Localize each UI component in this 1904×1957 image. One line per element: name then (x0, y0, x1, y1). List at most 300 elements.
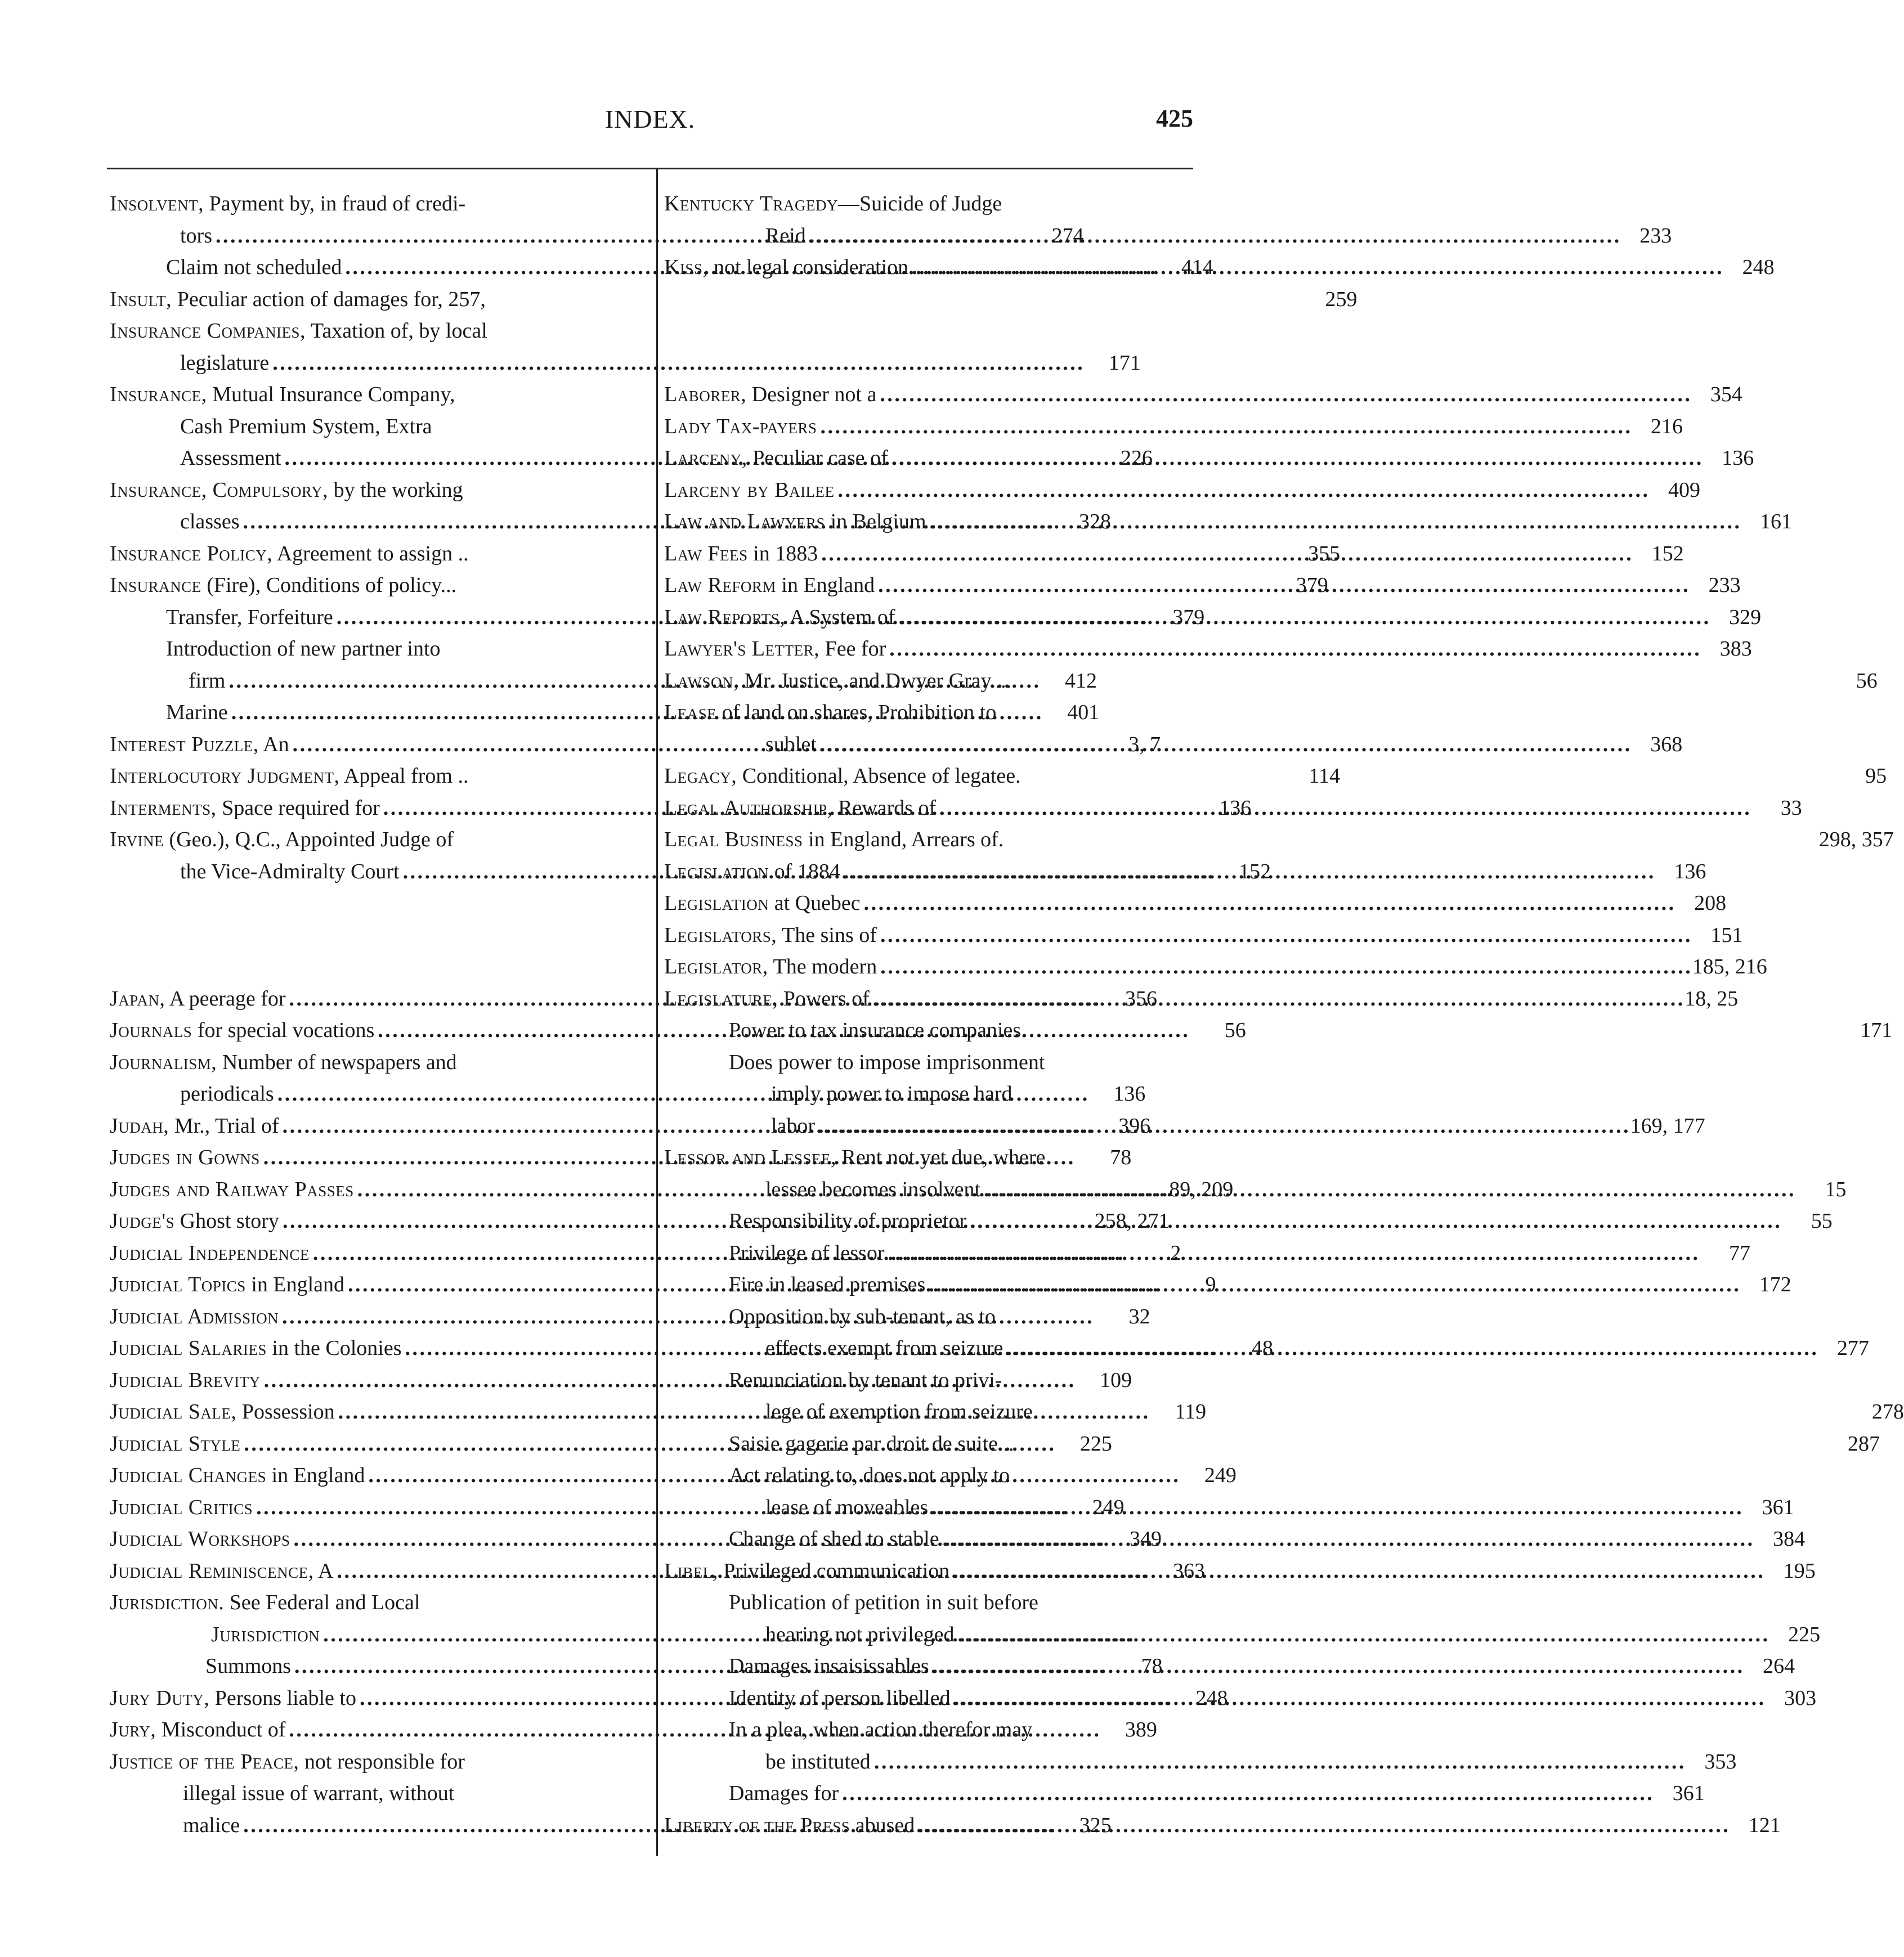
entry-description: in England, Arrears of. (803, 828, 1004, 851)
entry-text (110, 764, 468, 788)
page-reference: 328 (1079, 510, 1112, 533)
entry-text (110, 191, 465, 216)
entry-description: A peerage for (165, 986, 286, 1011)
entry-text (110, 318, 487, 343)
index-entry (110, 318, 616, 351)
page-reference: 355 (1308, 541, 1341, 565)
index-entry (110, 1781, 616, 1813)
entry-description: Damages for (729, 1781, 839, 1805)
entry-text (729, 1304, 996, 1329)
entry-description: the Vice-Admiralty Court (180, 859, 400, 883)
entry-heading: Judicial Workshops (110, 1527, 290, 1551)
page-reference: 277 (1836, 1336, 1869, 1360)
entry-description: Assessment (180, 446, 281, 470)
blank-line (110, 923, 616, 955)
dot-leader (838, 478, 1647, 502)
entry-description: Damages insaisissables (729, 1654, 929, 1678)
page-reference: 195 (1783, 1559, 1816, 1583)
entry-text (211, 1622, 320, 1647)
entry-description: A System of (785, 605, 895, 629)
page-reference: 361 (1672, 1781, 1705, 1805)
entry-description: by the working (328, 478, 463, 502)
entry-description: Possession (236, 1400, 335, 1424)
dot-leader (912, 255, 1721, 280)
entry-text (110, 382, 455, 407)
entry-text (765, 1399, 1038, 1424)
entry-heading: Journals (110, 1018, 192, 1042)
entry-text (664, 191, 1002, 216)
entry-heading: Legislation (664, 859, 769, 883)
page-reference: 136 (1113, 1082, 1146, 1106)
entry-description: legislature (180, 351, 270, 375)
entry-heading: Judicial Style (110, 1431, 241, 1456)
page-reference: 384 (1773, 1527, 1806, 1551)
page-reference: 109 (1100, 1368, 1132, 1392)
entry-text (110, 1399, 335, 1424)
entry-description: Responsibility of proprietor (729, 1209, 967, 1233)
entry-text (110, 541, 469, 566)
dot-leader (880, 923, 1689, 948)
entry-text (180, 446, 281, 470)
index-entry (110, 1050, 616, 1082)
index-entry (664, 891, 1727, 923)
page-reference: 264 (1763, 1654, 1795, 1678)
entry-heading: Larceny by Bailee (664, 478, 835, 502)
dot-leader (931, 1495, 1740, 1520)
page-reference: 226 (1120, 446, 1153, 470)
blank-line (110, 891, 616, 923)
entry-heading: Legacy, (664, 764, 737, 788)
index-entry (110, 191, 616, 223)
entry-description: in England (266, 1464, 365, 1487)
entry-text (110, 287, 486, 312)
entry-description: lege of exemption from seizure. (765, 1400, 1038, 1424)
entry-heading: Judah, (110, 1114, 169, 1138)
page-reference: 152 (1651, 541, 1684, 565)
entry-text (729, 1781, 839, 1806)
page-reference: 298, 357 (1818, 828, 1894, 851)
entry-text (729, 1590, 1038, 1615)
blank-line (664, 351, 1199, 383)
index-entry (664, 1241, 1751, 1273)
entry-heading: Insurance, Compulsory, (110, 478, 329, 502)
entry-text (664, 446, 888, 470)
page-reference: 258, 271 (1094, 1209, 1170, 1233)
entry-description: Transfer, Forfeiture (166, 605, 333, 629)
dot-leader (953, 1559, 1762, 1583)
page-reference: 216 (1650, 414, 1683, 438)
entry-heading: Judicial Admission (110, 1304, 279, 1328)
entry-text (664, 954, 877, 979)
index-entry (664, 414, 1683, 446)
entry-heading: Judges in Gowns (110, 1146, 260, 1169)
index-entry (110, 351, 1141, 383)
entry-description: Rent not yet due, where (836, 1146, 1046, 1169)
entry-description: Space required for (216, 796, 380, 820)
entry-description: of land on shares, Prohibition to (716, 701, 997, 724)
dot-leader (958, 1622, 1767, 1647)
entry-text (110, 1463, 365, 1488)
entry-text (664, 1813, 915, 1838)
entry-heading: Legislature, (664, 986, 778, 1011)
entry-text (729, 1463, 1010, 1488)
blank-line (664, 318, 1199, 351)
entry-text (110, 1336, 402, 1361)
entry-heading: Law and Lawyers (664, 510, 826, 533)
entry-heading: Liberty of the Press (664, 1813, 850, 1837)
dot-leader (820, 732, 1629, 757)
page-reference: 56 (1224, 1018, 1246, 1042)
entry-text (180, 859, 400, 884)
entry-description: Peculiar case of (747, 446, 888, 470)
entry-heading: Jurisdiction. (110, 1591, 225, 1614)
entry-text (110, 1304, 279, 1329)
entry-description: imply power to impose hard (771, 1082, 1013, 1106)
entry-heading: Judicial Brevity (110, 1368, 261, 1392)
entry-heading: Law Reform (664, 573, 776, 597)
page-reference: 48 (1252, 1336, 1274, 1360)
page-reference: 136 (1674, 859, 1706, 883)
page-reference: 248 (1742, 255, 1775, 279)
entry-text (110, 827, 454, 852)
entry-description: An (258, 732, 289, 756)
index-entry (664, 1114, 1705, 1146)
index-entry (664, 1431, 1880, 1464)
entry-text (765, 1749, 871, 1774)
page-reference: 225 (1788, 1622, 1821, 1646)
entry-text (205, 1654, 291, 1678)
index-entry (664, 1717, 1199, 1749)
index-entry (664, 732, 1683, 764)
entry-heading: Jurisdiction (211, 1622, 320, 1646)
entry-heading: Lawson, (664, 668, 740, 693)
blank-line (664, 287, 1199, 319)
entry-text (729, 1527, 939, 1551)
page-reference: 412 (1064, 668, 1097, 693)
entry-description: Act relating to, does not apply to (729, 1464, 1010, 1487)
entry-description: See Federal and Local (224, 1591, 420, 1614)
entry-text (183, 1813, 240, 1838)
index-entry (110, 287, 1358, 319)
entry-text (166, 605, 333, 630)
page-reference: 172 (1759, 1273, 1791, 1296)
dot-leader (873, 986, 1682, 1011)
entry-text (180, 351, 269, 375)
entry-description: of 1884 (769, 859, 840, 883)
dot-leader (954, 1686, 1763, 1711)
entry-text (664, 923, 877, 948)
entry-heading: Judicial Critics (110, 1495, 253, 1519)
page-header (107, 104, 1193, 149)
dot-leader (939, 796, 1748, 820)
page-reference: 249 (1204, 1464, 1237, 1487)
entry-text (110, 1050, 457, 1075)
entry-heading: Judicial Independence (110, 1241, 310, 1265)
entry-heading: Interlocutory Judgment, (110, 764, 340, 788)
entry-description: classes (180, 510, 240, 533)
page-reference: 379 (1296, 573, 1328, 597)
entry-text (664, 478, 835, 502)
entry-heading: Laborer, (664, 383, 747, 406)
entry-heading: Libel, (664, 1559, 718, 1583)
entry-text (765, 1336, 1003, 1361)
entry-text (110, 1241, 310, 1265)
page-reference: 169, 177 (1630, 1114, 1705, 1138)
page-reference: 18, 25 (1685, 986, 1739, 1011)
page-reference: 3, 7 (1128, 732, 1161, 756)
index-entry (664, 636, 1752, 668)
page-reference: 55 (1811, 1209, 1833, 1233)
entry-heading: Judges and Railway Passes (110, 1177, 354, 1201)
entry-text (664, 255, 908, 280)
page-reference: 363 (1172, 1559, 1205, 1583)
entry-description: Change of shed to stable (729, 1527, 939, 1551)
entry-text (664, 700, 996, 725)
index-entry (664, 1209, 1833, 1241)
page-reference: 278 (1871, 1400, 1904, 1424)
entry-description: lessee becomes insolvent (765, 1177, 981, 1201)
entry-description: Powers of (778, 986, 870, 1011)
entry-text (729, 1368, 1002, 1393)
entry-heading: Journalism, (110, 1050, 217, 1074)
entry-text (664, 509, 926, 534)
index-entry (664, 827, 1894, 859)
index-entry (664, 954, 1767, 986)
entry-text (166, 700, 228, 725)
page-reference: 396 (1118, 1114, 1151, 1138)
entry-text (180, 1081, 274, 1106)
page-reference: 56 (1856, 668, 1878, 693)
entry-text (110, 1114, 279, 1138)
dot-leader (899, 605, 1708, 630)
entry-text (110, 1749, 465, 1774)
dot-leader (984, 1177, 1793, 1202)
entry-text (110, 1559, 333, 1583)
entry-heading: Legislators, (664, 923, 777, 947)
index-entry (664, 1081, 1199, 1114)
entry-text (180, 223, 212, 248)
index-entry (664, 1559, 1816, 1591)
page-reference: 136 (1219, 796, 1252, 820)
entry-text (183, 1781, 454, 1806)
index-entry (664, 1272, 1791, 1304)
entry-text (664, 382, 876, 407)
entry-text (664, 573, 875, 598)
entry-text (189, 668, 225, 693)
entry-description: Appeal from .. (339, 764, 469, 788)
entry-text (765, 1177, 980, 1202)
index-entry (664, 1590, 1199, 1622)
entry-text (765, 1622, 955, 1647)
entry-description: Ghost story (174, 1209, 279, 1233)
index-entry (110, 1749, 616, 1781)
dot-leader (880, 382, 1688, 407)
entry-text (664, 668, 1011, 693)
entry-description: Mr. Justice, and Dwyer Gray.... (739, 668, 1012, 693)
entry-text (729, 1654, 929, 1678)
entry-text (110, 1368, 261, 1393)
entry-heading: Lease (664, 701, 717, 724)
entry-heading: Insurance Companies, (110, 319, 306, 343)
entry-text (664, 1559, 949, 1583)
column-divider (656, 168, 658, 1856)
entry-text (110, 1431, 240, 1456)
entry-heading: Insurance Policy, (110, 541, 273, 565)
index-entry (664, 1654, 1795, 1686)
entry-description: in 1883 (747, 541, 818, 565)
entry-text (729, 1018, 1027, 1043)
page-reference: 9 (1205, 1273, 1216, 1296)
entry-heading: Law Fees (664, 541, 748, 565)
entry-heading: Lessor and Lessee, (664, 1146, 836, 1169)
entry-heading: Kiss, (664, 255, 709, 279)
page-reference: 114 (1309, 764, 1340, 788)
index-entry (664, 1304, 1199, 1336)
page-reference: 152 (1239, 859, 1271, 883)
dot-leader (842, 1781, 1651, 1806)
entry-description: Privileged communication (718, 1559, 950, 1583)
entry-text (729, 1209, 966, 1233)
page-reference: 379 (1172, 605, 1205, 629)
dot-leader (820, 414, 1629, 439)
entry-text (664, 1145, 1045, 1170)
entry-text (166, 255, 342, 280)
entry-description: in Belgium (825, 510, 926, 533)
entry-text (110, 732, 289, 757)
entry-description: The modern (768, 955, 877, 979)
entry-description: Does power to impose imprisonment (729, 1050, 1045, 1074)
dot-leader (874, 1749, 1683, 1774)
entry-description: Taxation of, by local (306, 319, 487, 343)
page-reference: 136 (1722, 446, 1754, 470)
entry-text (110, 1495, 253, 1520)
entry-description: tors (180, 223, 212, 248)
index-entry (664, 1145, 1199, 1177)
page-reference: 401 (1067, 701, 1100, 724)
index-entry (664, 478, 1701, 510)
entry-text (664, 827, 1003, 852)
page-reference: 121 (1748, 1813, 1781, 1837)
entry-heading: Judicial Salaries (110, 1336, 267, 1360)
entry-description: hearing not privileged (765, 1622, 955, 1646)
entry-description: not legal consideration (708, 255, 909, 279)
entry-text (110, 986, 286, 1011)
entry-text (110, 1018, 374, 1043)
entry-description: In a plea, when action therefor may (729, 1718, 1033, 1741)
entry-description: Designer not a (746, 383, 877, 406)
entry-description: (Geo.), Q.C., Appointed Judge of (163, 828, 454, 851)
header-rule (107, 168, 1193, 169)
entry-text (110, 1717, 285, 1742)
entry-text (729, 1686, 951, 1711)
dot-leader (933, 1654, 1741, 1678)
entry-text (664, 541, 818, 566)
page-reference: 361 (1762, 1495, 1794, 1519)
entry-description: Publication of petition in suit before (729, 1591, 1038, 1614)
entry-text (729, 1050, 1045, 1075)
entry-text (664, 764, 1021, 788)
page-reference: 161 (1760, 510, 1793, 533)
index-entry (664, 700, 1199, 732)
entry-heading: Law Reports, (664, 605, 786, 629)
page-reference: 119 (1175, 1400, 1207, 1424)
entry-description: Mutual Insurance Company, (207, 383, 455, 406)
index-entry (110, 382, 616, 414)
entry-description: Opposition by sub-tenant, as to (729, 1304, 996, 1328)
entry-heading: Lawyer's Letter, (664, 637, 820, 661)
entry-text (664, 636, 886, 661)
dot-leader (878, 573, 1687, 598)
index-entry (664, 1368, 1199, 1400)
entry-text (180, 509, 240, 534)
entry-heading: Lady Tax-payers (664, 414, 817, 438)
dot-leader (930, 509, 1739, 534)
entry-description: in England (245, 1273, 345, 1296)
page-reference: 353 (1704, 1749, 1737, 1774)
entry-description: lease of moveables (765, 1495, 929, 1519)
index-entry (664, 382, 1742, 414)
entry-description: be instituted (765, 1749, 871, 1774)
page-reference: 233 (1708, 573, 1741, 597)
entry-text (765, 223, 806, 248)
index-entry (664, 1527, 1806, 1559)
entry-text (771, 1114, 815, 1138)
page-reference: 409 (1668, 478, 1701, 502)
page-reference: 354 (1710, 383, 1742, 406)
entry-description: Reid (765, 223, 806, 248)
entry-heading: Judicial Topics (110, 1273, 246, 1296)
entry-description: Mr., Trial of (169, 1114, 279, 1138)
entry-heading: Judicial Sale, (110, 1400, 237, 1424)
entry-text (110, 1177, 354, 1202)
entry-description: Persons liable to (209, 1686, 356, 1710)
page-reference: 208 (1694, 891, 1727, 915)
entry-description: in England (776, 573, 875, 597)
index-entry (110, 1622, 616, 1654)
entry-description: abused (850, 1813, 915, 1837)
page-reference: 383 (1719, 637, 1752, 661)
entry-description: A (313, 1559, 334, 1583)
page-reference: 233 (1639, 223, 1672, 248)
page-reference: 414 (1181, 255, 1213, 279)
entry-description: Peculiar action of damages for, 257, (172, 287, 486, 311)
entry-heading: Legal Authorship, (664, 796, 833, 820)
page-reference: 151 (1710, 923, 1743, 947)
entry-text (664, 859, 840, 884)
entry-text (664, 986, 870, 1011)
page-reference: 33 (1780, 796, 1802, 820)
entry-heading: Judicial Reminiscence, (110, 1559, 314, 1583)
entry-heading: Insurance (110, 573, 201, 597)
entry-description: Summons (205, 1654, 292, 1678)
entry-description: for special vocations (192, 1018, 375, 1042)
entry-description: malice (183, 1813, 240, 1837)
entry-description: in the Colonies (266, 1336, 402, 1360)
dot-leader (889, 636, 1698, 661)
dot-leader (844, 859, 1652, 884)
index-entry (664, 1813, 1781, 1845)
page-reference: 2 (1170, 1241, 1181, 1265)
entry-text (729, 1272, 925, 1297)
entry-description: Power to tax insurance companies. (729, 1018, 1027, 1042)
entry-heading: Legislator, (664, 955, 768, 979)
entry-text (664, 605, 895, 630)
entry-heading: Japan, (110, 986, 165, 1011)
index-entry (664, 1399, 1904, 1431)
page-reference: 356 (1125, 986, 1158, 1011)
dot-leader (929, 1272, 1737, 1297)
entry-description: Cash Premium System, Extra (180, 414, 432, 438)
